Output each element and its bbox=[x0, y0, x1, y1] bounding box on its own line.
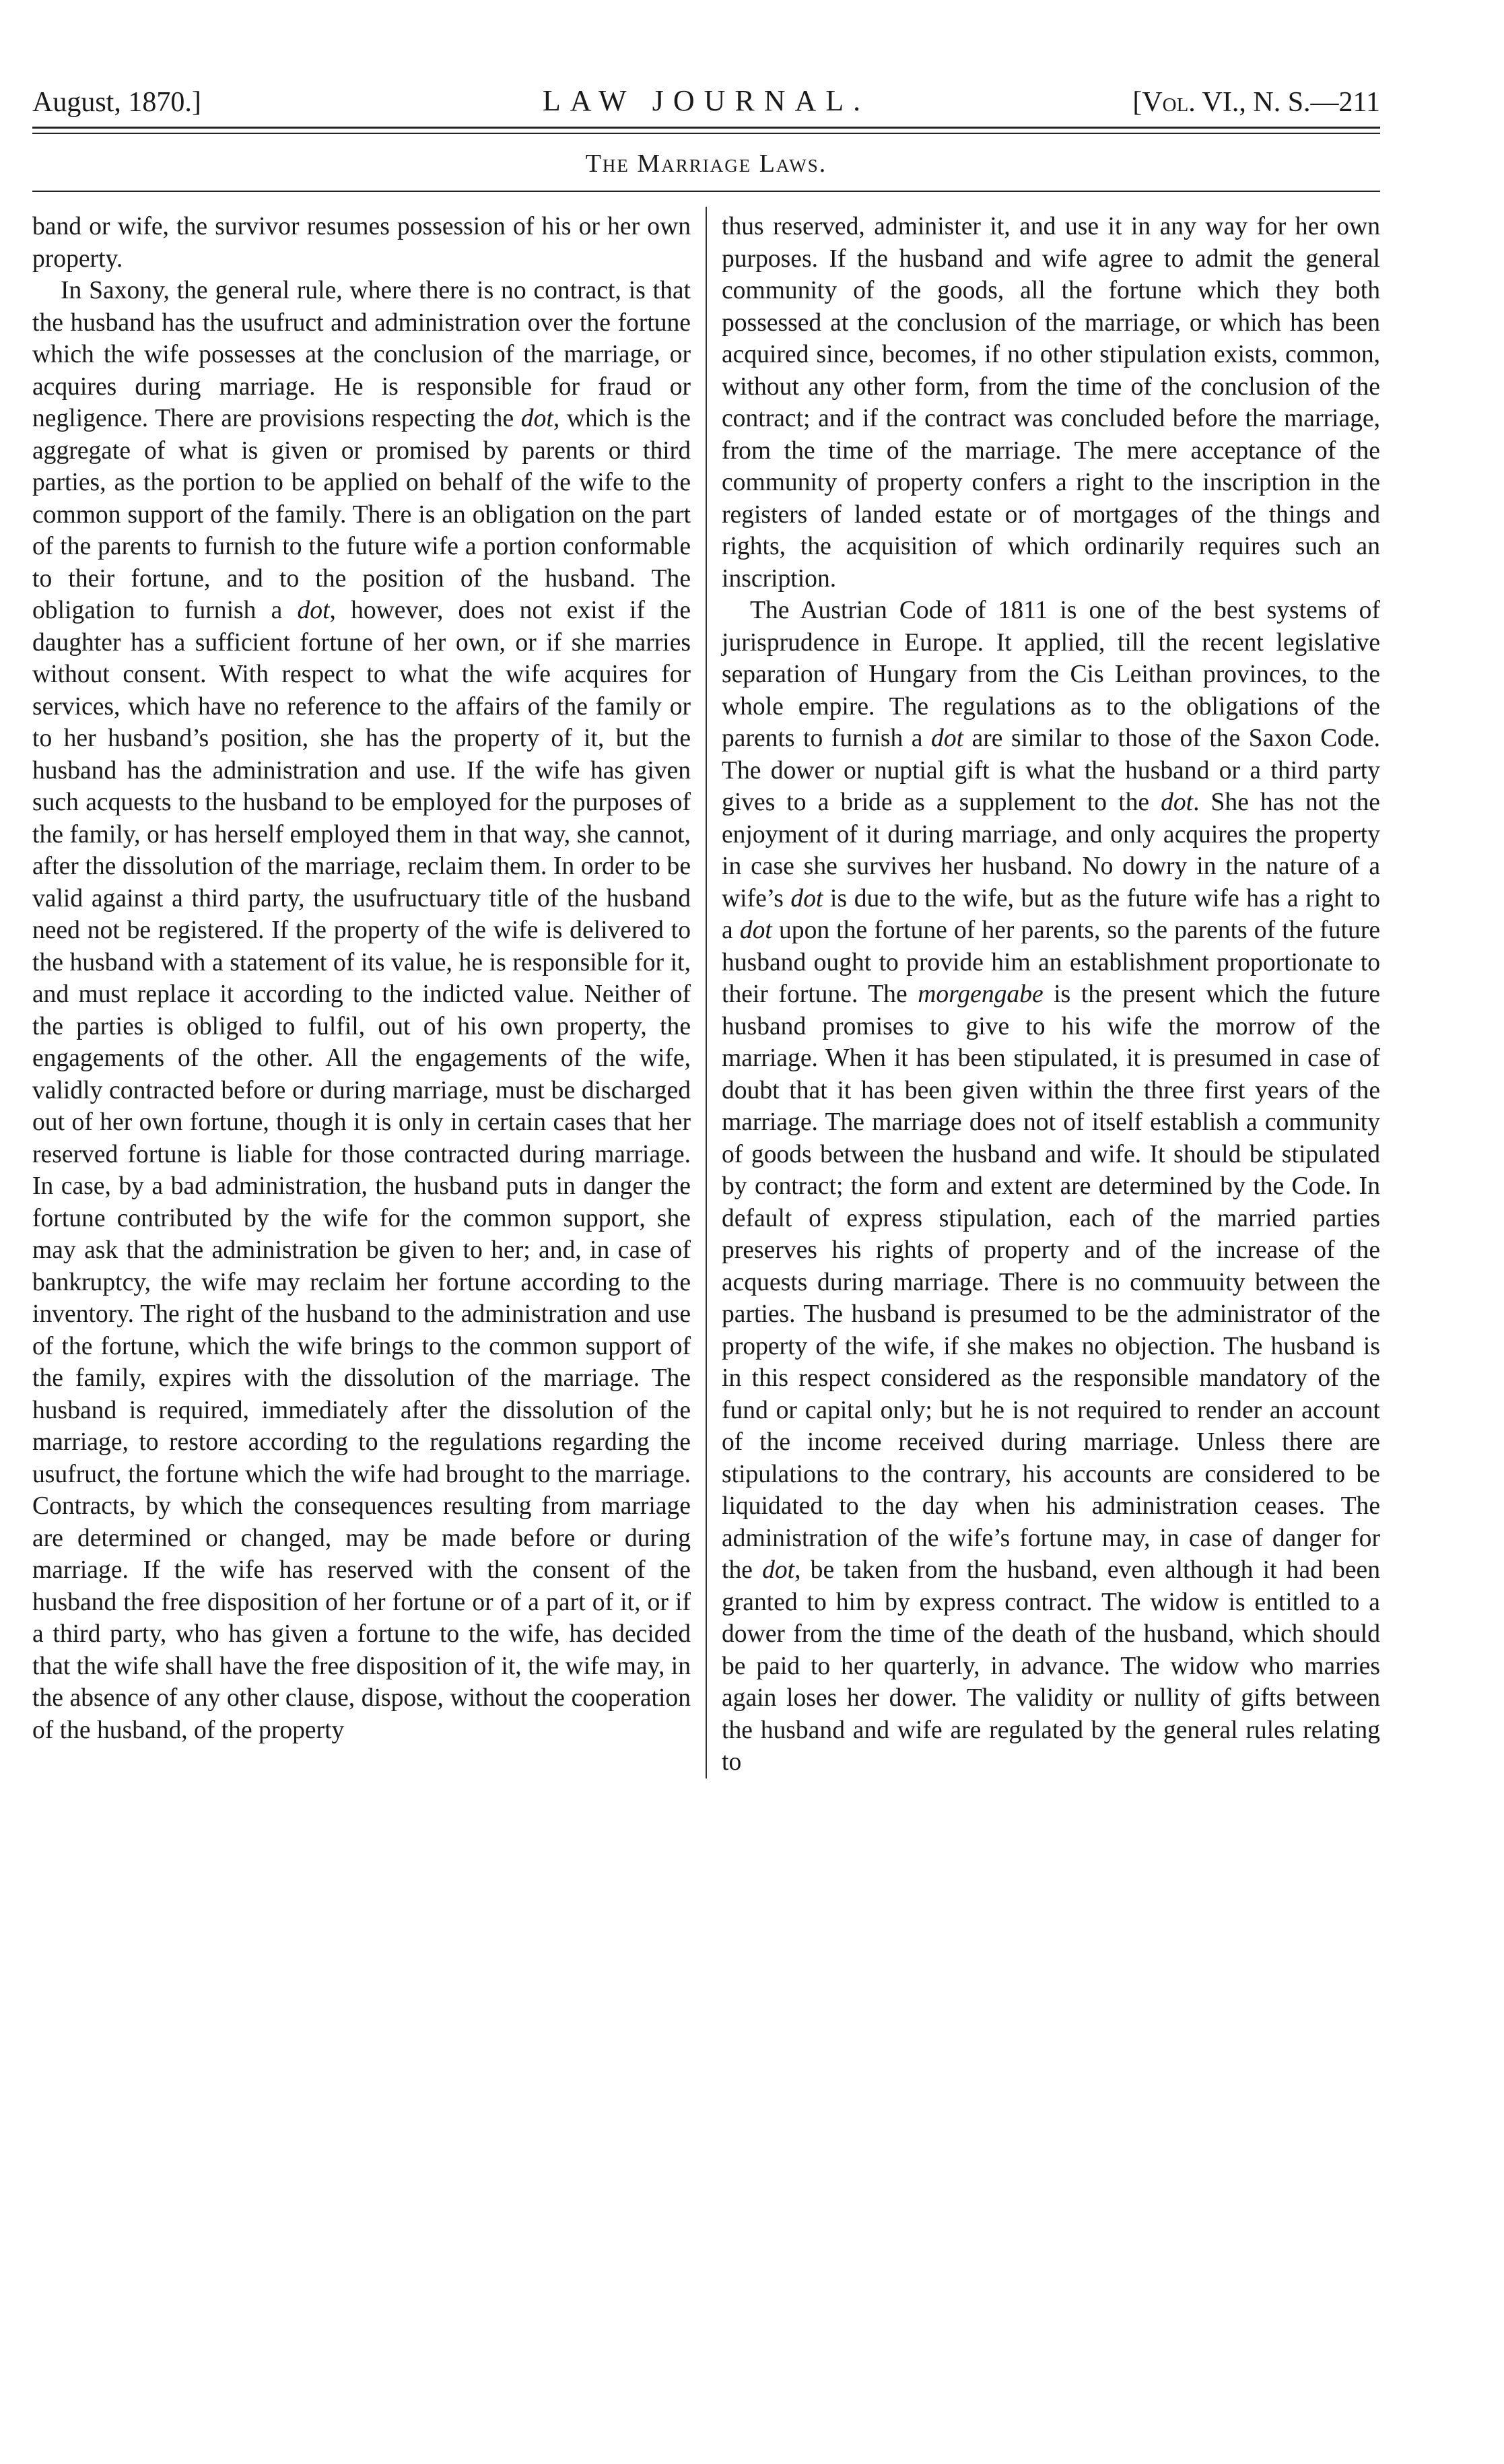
header-journal-title: LAW JOURNAL. bbox=[542, 84, 870, 117]
header-double-rule bbox=[32, 127, 1380, 134]
paragraph: The Austrian Code of 1811 is one of the best systems of jurisprudence in Europe. It applied, till the recent legislative separation of Hungary from the Cis Leithan provinces, to the whole empire. The regulations as to the obligations of the parents to furnish a dot are similar to those of the Saxon Code. The dower or nuptial gift is what the husband or a third party gives to a bride as a supplement to the dot. She has not the enjoyment of it during marriage, and only acquires the property in case she survives her husband. No dowry in the nature of a wife’s dot is due to the wife, but as the future wife has a right to a dot upon the fortune of her parents, so the parents of the future husband ought to provide him an establishment proportionate to their fortune. The morgengabe is the present which the future husband promises to give to his wife the morrow of the marriage. When it has been stipulated, it is presumed in case of doubt that it has been given within the three first years of the marriage. The marriage does not of itself establish a community of goods between the husband and wife. It should be stipulated by contract; the form and extent are determined by the Code. In default of express stipulation, each of the married parties preserves his rights of property and of the increase of the acquests during marriage. There is no commuuity between the parties. The husband is presumed to be the administrator of the property of the wife, if she makes no objection. The husband is in this respect considered as the responsible mandatory of the fund or capital only; but he is not required to render an account of the income received during marriage. Unless there are stipulations to the contrary, his accounts are considered to be liquidated to the day when his administration ceases. The administration of the wife’s fortune may, in case of danger for the dot, be taken from the husband, even although it had been granted to him by express contract. The widow is entitled to a dower from the time of the death of the husband, which should be paid to her quarterly, in advance. The widow who marries again loses her dower. The validity or nullity of gifts between the husband and wife are regulated by the general rules relating to bbox=[722, 597, 1381, 1776]
left-column bbox=[32, 211, 706, 1778]
paragraph: band or wife, the survivor resumes possession of his or her own property. bbox=[32, 213, 691, 273]
header-volume: [Vol. VI., N. S.—211 bbox=[1132, 87, 1380, 118]
right-column bbox=[707, 211, 1380, 1778]
paragraph: In Saxony, the general rule, where there is no contract, is that the husband has the usufruct and administration over the fortune which the wife possesses at the conclusion of the marriage, or acquires during marriage. He is responsible for fraud or negligence. There are provisions respecting the dot, which is the aggregate of what is given or promised by parents or third parties, as the portion to be applied on behalf of the wife to the common support of the family. There is an obligation on the part of the parents to furnish to the future wife a portion conformable to their fortune, and to the position of the husband. The obligation to furnish a dot, however, does not exist if the daughter has a sufficient fortune of her own, or if she marries without consent. With respect to what the wife acquires for services, which have no reference to the affairs of the family or to her husband’s position, she has the property of it, but the husband has the administration and use. If the wife has given such acquests to the husband to be employed for the purposes of the family, or has herself employed them in that way, she cannot, after the dissolution of the marriage, reclaim them. In order to be valid against a third party, the usufructuary title of the husband need not be registered. If the property of the wife is delivered to the husband with a statement of its value, he is responsible for it, and must replace it according to the indicted value. Neither of the parties is obliged to fulfil, out of his own property, the engagements of the other. All the engagements of the wife, validly contracted before or during marriage, must be discharged out of her own fortune, though it is only in certain cases that her reserved fortune is liable for those contracted during marriage. In case, by a bad administration, the husband puts in danger the fortune contributed by the wife for the common support, she may ask that the administration be given to her; and, in case of bankruptcy, the wife may reclaim her fortune according to the inventory. The right of the husband to the administration and use of the fortune, which the wife brings to the common support of the family, expires with the dissolution of the marriage. The husband is required, immediately after the dissolution of the marriage, to restore according to the regulations regarding the usufruct, the fortune which the wife had brought to the marriage. Contracts, by which the consequences resulting from marriage are determined or changed, may be made before or during marriage. If the wife has reserved with the consent of the husband the free disposition of her fortune or of a part of it, or if a third party, who has given a fortune to the wife, has decided that the wife shall have the free disposition of it, the wife may, in the absence of any other clause, dispose, without the cooperation of the husband, of the property bbox=[32, 277, 691, 1744]
running-header bbox=[32, 40, 1380, 121]
journal-page bbox=[32, 40, 1380, 1778]
section-rule bbox=[32, 191, 1380, 192]
header-date: August, 1870.] bbox=[32, 87, 201, 118]
paragraph: thus reserved, administer it, and use it in any way for her own purposes. If the husband and wife agree to admit the general community of the goods, all the fortune which they both possessed at the conclusion of the marriage, or which has been acquired since, becomes, if no other stipulation exists, common, without any other form, from the time of the conclusion of the contract; and if the contract was concluded before the marriage, from the time of the marriage. The mere acceptance of the community of property confers a right to the inscription in the registers of landed estate or of mortgages of the things and rights, the acquisition of which ordinarily requires such an inscription. bbox=[722, 213, 1380, 593]
text-columns bbox=[32, 211, 1380, 1778]
section-title: The Marriage Laws. bbox=[585, 149, 827, 178]
